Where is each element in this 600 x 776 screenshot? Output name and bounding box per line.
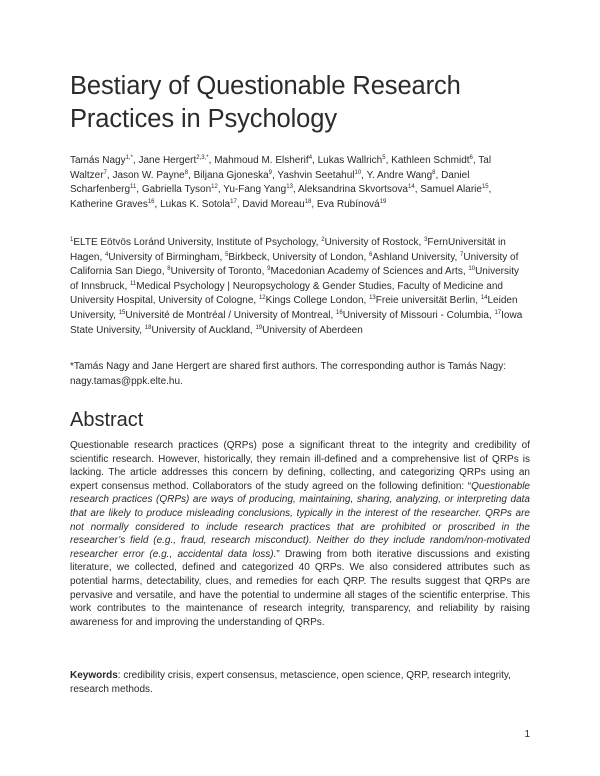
author-sup: 8	[184, 169, 189, 176]
author: Biljana Gjoneska	[193, 169, 269, 181]
author-sup: 17	[230, 198, 237, 205]
author-sup: 19	[379, 198, 387, 205]
keywords-label: Keywords	[70, 670, 118, 681]
author-sup: 11	[130, 184, 137, 191]
affiliation: University of Missouri - Columbia,	[342, 309, 495, 321]
author: David Moreau	[242, 198, 305, 210]
author-sup: 10	[354, 169, 362, 176]
author: Tal Waltzer	[70, 155, 492, 181]
affiliation-num: 2	[321, 237, 325, 243]
affiliation: FernUniversität in Hagen,	[70, 237, 506, 263]
abstract-heading: Abstract	[70, 409, 144, 431]
abstract-part2: ” Drawing from both iterative discussions and existing literature, we collected, defined and categorized 40 QRPs. We also considered attributes such as potential harms, detectability, clues, and remedies for each QRP. The results suggest that QRPs are pervasive and versatile, and have the potential to undermine all stages of the scientific enterprise. This work contributes to the maintenance of research integrity, transparency, and reliability by raising awareness for and improving the understanding of QRPs.	[70, 548, 530, 628]
affiliation-num: 17	[494, 309, 502, 316]
abstract-text	[70, 439, 530, 629]
affiliation-num: 8	[167, 266, 171, 273]
author: Jane Hergert	[138, 155, 197, 166]
affiliation: ELTE Eötvös Loránd University, Institute of Psychology,	[73, 237, 322, 248]
affiliation: University of Birmingham,	[108, 251, 226, 263]
affiliation: University of Rostock,	[324, 237, 425, 248]
author: Yu-Fang Yang	[223, 184, 287, 196]
author-sup: 6	[469, 155, 473, 161]
affiliation-num: 5	[225, 251, 229, 258]
keywords	[70, 669, 530, 696]
affiliation: Iowa State University,	[70, 309, 523, 336]
affiliation: Freie universität Berlin,	[375, 295, 481, 307]
affiliation-num: 3	[424, 237, 428, 243]
affiliation: Medical Psychology | Neuropsychology & Gender Studies, Faculty of Medicine and University Hospital, University of Cologne,	[70, 280, 503, 307]
author-sup: 16	[147, 198, 155, 205]
affiliation: Macedonian Academy of Sciences and Arts,	[270, 266, 469, 278]
qrp-definition: Questionable research practices (QRPs) are ways of producing, maintaining, sharing, analyzing, or interpreting data that are likely to produce misleading conclusions, typically in the interest of the researcher. QRPs are not normally considered to include research practices that are prohibited or proscribed in the researcher’s field (e.g., fraud, research misconduct). Neither do they include random/non-motivated researcher error (e.g., accidental data loss).	[70, 480, 530, 560]
affiliation-num: 19	[255, 324, 263, 331]
author: Tamás Nagy	[70, 155, 126, 166]
author-sup: 8	[432, 169, 436, 176]
author: Yashvin Seetahul	[277, 169, 355, 181]
author-sup: 2,3,*	[196, 155, 209, 161]
author-sup: 7	[103, 169, 107, 176]
affiliation-list	[70, 236, 530, 338]
affiliation-num: 15	[118, 309, 126, 316]
author-sup: 9	[268, 169, 272, 176]
affiliation-num: 18	[144, 324, 152, 331]
author: Aleksandrina Skvortsova	[297, 184, 408, 196]
abstract-part1: Questionable research practices (QRPs) pose a significant threat to the integrity and credibility of scientific research. However, historically, they remain ill-defined and a comprehensive list of QRPs is lacking. The article addresses this concern by defining, collecting, and categorizing QRPs using an expert consensus method. Collaborators of the study agreed on the following definition: “	[70, 440, 530, 492]
page-number: 1	[524, 729, 530, 740]
affiliation: Birkbeck, University of London,	[228, 251, 370, 263]
affiliation: Université de Montréal / University of Montreal,	[125, 309, 337, 321]
corresponding-author-note: *Tamás Nagy and Jane Hergert are shared first authors. The corresponding author is Tamás Nagy: nagy.tamas@ppk.elte.hu.	[70, 361, 506, 387]
author: Daniel Scharfenberg	[70, 169, 470, 196]
keywords-text: : credibility crisis, expert consensus, metascience, open science, QRP, research integrity, research methods.	[70, 670, 511, 695]
affiliation-num: 12	[258, 295, 266, 302]
author-sup: 13	[286, 184, 293, 191]
affiliation-num: 7	[460, 251, 464, 258]
author: Samuel Alarie	[420, 184, 482, 196]
affiliation-num: 13	[369, 295, 376, 302]
author: Jason W. Payne	[112, 169, 185, 181]
author-sup: 5	[382, 155, 386, 161]
affiliation-num: 11	[130, 280, 137, 287]
affiliation: Leiden University,	[70, 295, 518, 321]
affiliation: University of Auckland,	[151, 324, 256, 336]
affiliation: University of Aberdeen	[262, 324, 363, 336]
affiliation: University of California San Diego,	[70, 251, 519, 278]
author: Eva Rubínová	[316, 198, 380, 210]
affiliation: Ashland University,	[372, 251, 461, 263]
paper-title: Bestiary of Questionable Research Practices in Psychology	[70, 72, 461, 133]
affiliation: Kings College London,	[265, 295, 370, 307]
affiliation-num: 6	[369, 251, 373, 258]
author: Mahmoud M. Elsherif	[214, 155, 309, 166]
affiliation-num: 9	[267, 266, 271, 273]
author: Kathleen Schmidt	[391, 155, 470, 166]
affiliation: University of Toronto,	[170, 266, 268, 278]
author-sup: 18	[304, 198, 312, 205]
author: Lukas K. Sotola	[160, 198, 231, 210]
author-sup: 12	[211, 184, 218, 191]
author: Gabriella Tyson	[141, 184, 212, 196]
author-sup: 4	[308, 155, 313, 161]
author-sup: 15	[481, 184, 489, 191]
author-sup: 14	[408, 184, 415, 191]
author-list: Tamás Nagy$^{1,*}$, Jane Hergert$^{2,3,*}$, Mahmoud M. Elsherif$^4$, Lukas Wallrich$^5$, Kathleen Schmidt$^6$, Tal Waltzer$^7$, Jason W. Payne$^8$, Biljana Gjoneska$^9$, Yashvin Seetahul$^{10}$, Y. Andre Wang$^8$, Daniel Scharfenberg$^{11}$, Gabriella Tyson$^{12}$, Yu-Fang Yang$^{13}$, Aleksandrina Skvortsova$^{14}$, Samuel Alarie$^{15}$, Katherine Graves$^{16}$, Lukas K. Sotola$^{17}$, David Moreau$^{18}$, Eva Rubínová$^{19}$	[70, 155, 492, 210]
affiliation-num: 1	[70, 237, 74, 243]
affiliation-num: 10	[468, 266, 476, 273]
affiliation-num: 4	[105, 251, 109, 258]
author: Y. Andre Wang	[366, 169, 433, 181]
affiliation-num: 14	[480, 295, 488, 302]
author: Lukas Wallrich	[317, 155, 383, 166]
author-sup: 1,*	[125, 155, 133, 161]
affiliation-num: 16	[336, 309, 343, 316]
author: Katherine Graves	[70, 198, 148, 210]
affiliation: University of Innsbruck,	[70, 266, 519, 292]
